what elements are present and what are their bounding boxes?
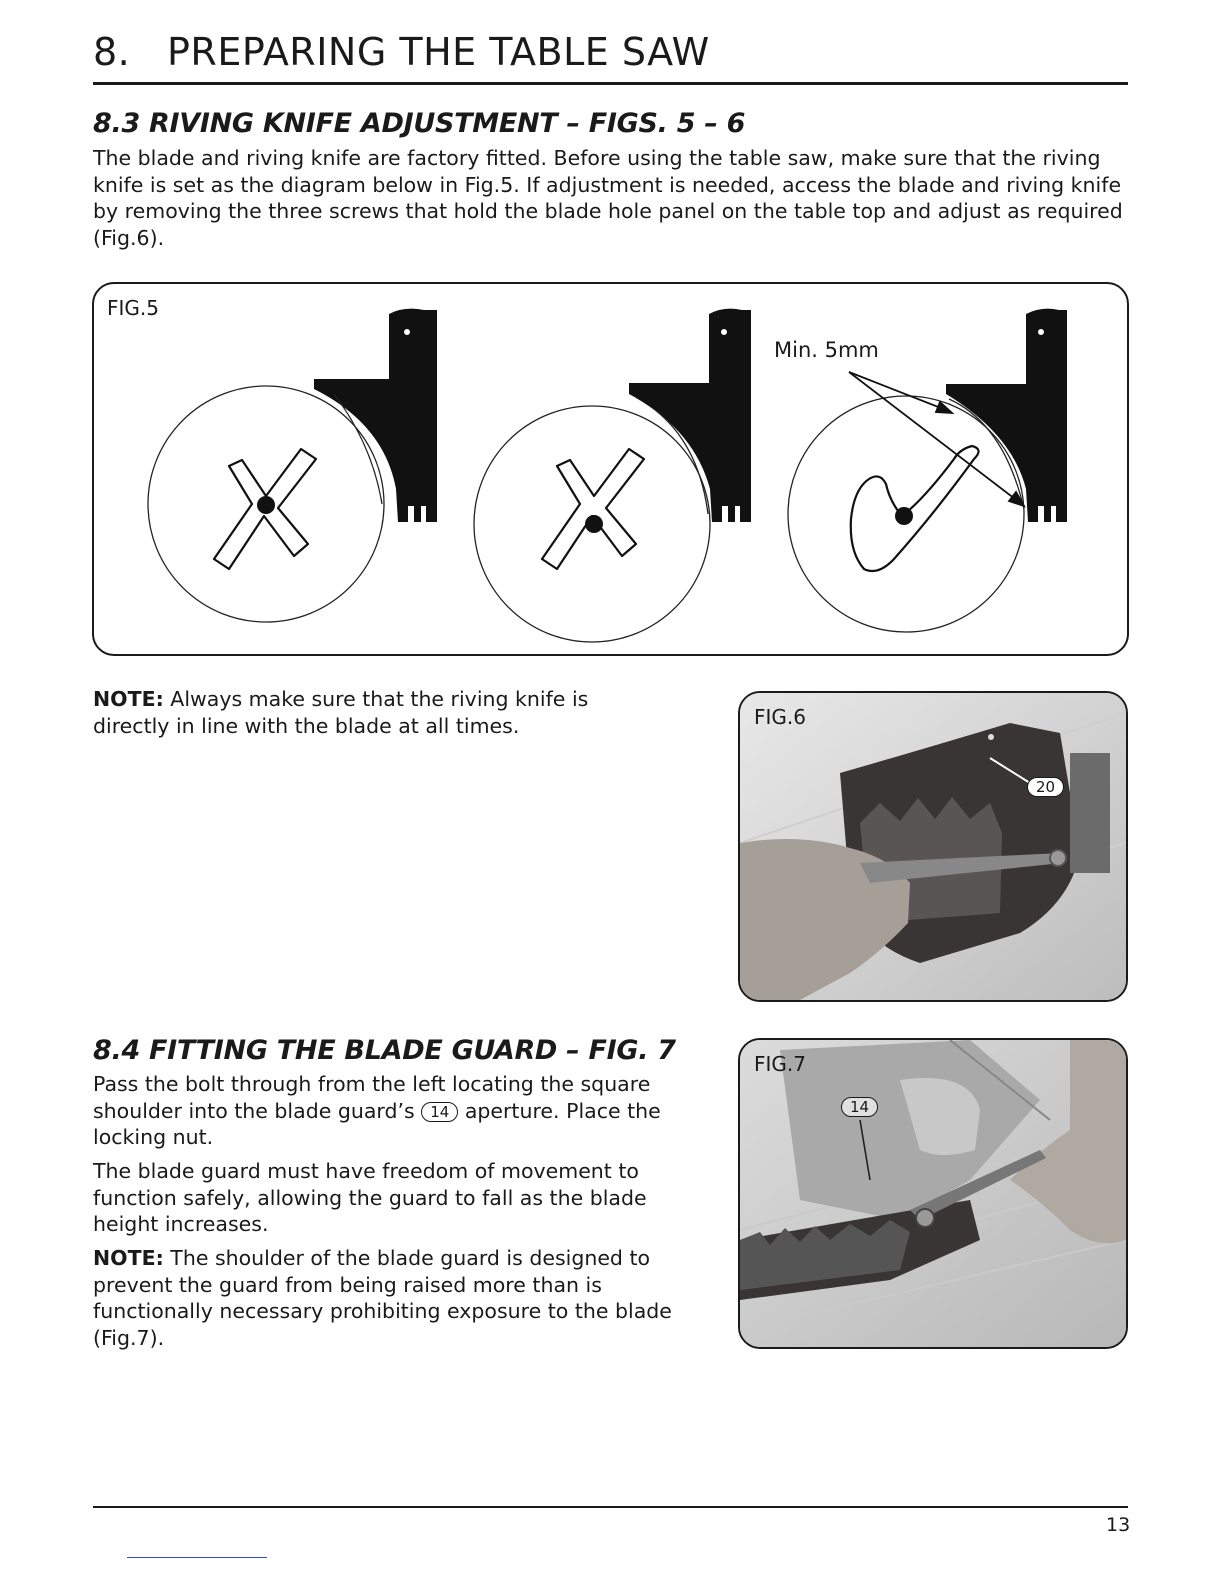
fig7-photo bbox=[740, 1040, 1126, 1347]
cross-icon-2 bbox=[542, 449, 644, 569]
blade-guard-p1-text-b: aperture. Place the locking nut. bbox=[93, 1098, 661, 1149]
fig5-diagram bbox=[94, 284, 1127, 654]
blade-guard-callout: 14 bbox=[421, 1102, 458, 1122]
blade-guard-p1-text-a: Pass the bolt through from the left locating the square shoulder into the blade guard’s bbox=[93, 1072, 651, 1123]
fig7-callout: 14 bbox=[841, 1097, 878, 1117]
section-title bbox=[93, 30, 710, 74]
blade-guard-note bbox=[93, 1245, 708, 1351]
fig6-label: FIG.6 bbox=[754, 705, 806, 729]
fig5-annotation: Min. 5mm bbox=[774, 338, 879, 362]
fig6-callout: 20 bbox=[1027, 777, 1064, 797]
section-number: 8. bbox=[93, 30, 131, 74]
riving-knife-3 bbox=[946, 309, 1067, 522]
blade-arbor-1 bbox=[257, 496, 275, 514]
page-number: 13 bbox=[1106, 1514, 1131, 1536]
check-icon bbox=[851, 446, 979, 571]
footer-rule bbox=[93, 1506, 1128, 1508]
blade-guard-p2: The blade guard must have freedom of movement to function safely, allowing the guard to fall as the blade height increases. bbox=[93, 1159, 647, 1236]
riving-knife-1 bbox=[314, 309, 437, 522]
blade-guard-note-text: The shoulder of the blade guard is designed to prevent the guard from being raised more than is functionally necessary prohibiting exposure to the blade (Fig.7). bbox=[93, 1246, 672, 1350]
riving-knife-note bbox=[93, 686, 653, 739]
blade-arbor-2 bbox=[585, 515, 603, 533]
riving-knife-heading: 8.3 RIVING KNIFE ADJUSTMENT – FIGS. 5 – 6 bbox=[93, 108, 746, 139]
blade-guard-heading: 8.4 FITTING THE BLADE GUARD – FIG. 7 bbox=[93, 1035, 676, 1066]
footer-link-underline bbox=[127, 1557, 267, 1558]
fig5-box bbox=[92, 282, 1129, 656]
blade-guard-note-label: NOTE: bbox=[93, 1246, 164, 1270]
fig7-box bbox=[738, 1038, 1128, 1349]
fig6-photo bbox=[740, 693, 1126, 1000]
blade-arbor-3 bbox=[895, 507, 913, 525]
riving-knife-2 bbox=[629, 309, 751, 522]
fig7-label: FIG.7 bbox=[754, 1052, 806, 1076]
section-title-text: PREPARING THE TABLE SAW bbox=[167, 30, 710, 74]
header-rule bbox=[93, 82, 1128, 85]
fig5-label: FIG.5 bbox=[107, 296, 159, 320]
riving-knife-note-label: NOTE: bbox=[93, 687, 164, 711]
riving-knife-note-text: Always make sure that the riving knife is directly in line with the blade at all times. bbox=[93, 687, 589, 738]
riving-knife-body: The blade and riving knife are factory fitted. Before using the table saw, make sure that the riving knife is set as the diagram below in Fig.5. If adjustment is needed, access the blade and riving knife by removing the three screws that hold the blade hole panel on the table top and adjust as required (Fig.6). bbox=[93, 146, 1123, 250]
fig6-box bbox=[738, 691, 1128, 1002]
blade-guard-p1 bbox=[93, 1071, 708, 1151]
